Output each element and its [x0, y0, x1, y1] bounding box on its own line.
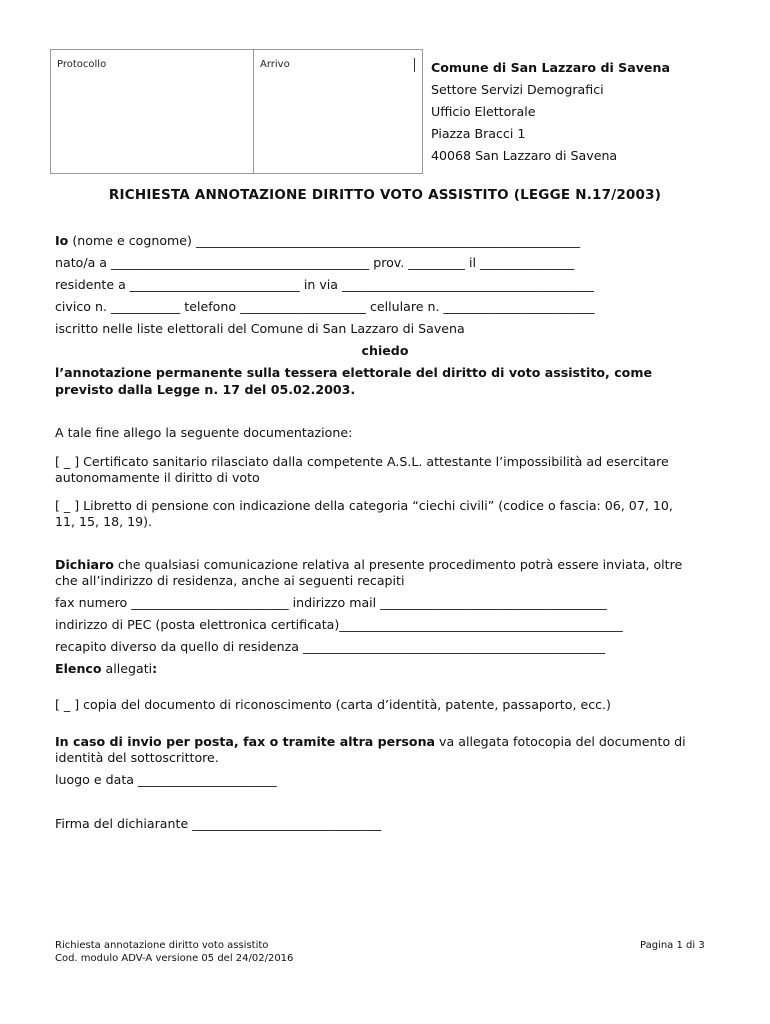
page-number: Pagina 1 di 3 — [640, 940, 705, 951]
office-unit: Ufficio Elettorale — [431, 104, 536, 119]
arrivo-box — [253, 49, 423, 174]
alt-address-line[interactable]: recapito diverso da quello di residenza ________________________________________________ — [55, 639, 606, 654]
office-sector: Settore Servizi Demografici — [431, 82, 604, 97]
electoral-list-text: iscritto nelle liste elettorali del Comune di San Lazzaro di Savena — [55, 321, 465, 336]
birth-line[interactable]: nato/a a _________________________________________ prov. _________ il _______________ — [55, 255, 575, 270]
arrivo-label: Arrivo — [260, 59, 290, 70]
name-line — [55, 233, 580, 248]
dichiaro-line-2: che all’indirizzo di residenza, anche ai seguenti recapiti — [55, 573, 405, 588]
signature-line[interactable]: Firma del dichiarante ______________________________ — [55, 816, 382, 831]
contact-line[interactable]: civico n. ___________ telefono ____________________ cellulare n. ________________________ — [55, 299, 595, 314]
io-label: Io — [55, 233, 69, 248]
residence-line[interactable]: residente a ___________________________ in via ________________________________________ — [55, 277, 594, 292]
elenco-rest: allegati — [101, 661, 153, 676]
dichiaro-line-1 — [55, 557, 682, 572]
document-title: RICHIESTA ANNOTAZIONE DIRITTO VOTO ASSISTITO (LEGGE N.17/2003) — [108, 187, 662, 203]
invio-label: In caso di invio per posta, fax o tramite altra persona — [55, 734, 436, 749]
name-field[interactable]: (nome e cognome) _____________________________________________________________ — [68, 233, 581, 248]
pension-checkbox[interactable]: [ _ ] Libretto di pensione con indicazione della categoria “ciechi civili” (codice o fascia: 06, 07, 10, — [55, 498, 673, 513]
request-line-1: l’annotazione permanente sulla tessera elettorale del diritto di voto assistito, come — [55, 365, 652, 380]
footer-doc-name: Richiesta annotazione diritto voto assistito — [55, 940, 269, 951]
fax-email-line[interactable]: fax numero _________________________ indirizzo mail ____________________________________ — [55, 595, 607, 610]
protocollo-box — [50, 49, 254, 174]
pension-text: 11, 15, 18, 19). — [55, 514, 153, 529]
office-name: Comune di San Lazzaro di Savena — [431, 60, 670, 75]
certificate-checkbox[interactable]: [ _ ] Certificato sanitario rilasciato dalla competente A.S.L. attestante l’impossibilità ad esercitare — [55, 454, 669, 469]
footer-form-code: Cod. modulo ADV-A versione 05 del 24/02/2016 — [55, 953, 294, 964]
elenco-label: Elenco — [55, 661, 102, 676]
dichiaro-text: che qualsiasi comunicazione relativa al presente procedimento potrà essere inviata, oltre — [113, 557, 683, 572]
protocollo-label: Protocollo — [57, 59, 107, 70]
office-street: Piazza Bracci 1 — [431, 126, 526, 141]
invio-line-2: identità del sottoscrittore. — [55, 750, 219, 765]
dichiaro-label: Dichiaro — [55, 557, 114, 572]
elenco-heading — [55, 661, 157, 676]
invio-line-1 — [55, 734, 686, 749]
request-line-2: previsto dalla Legge n. 17 del 05.02.2003. — [55, 382, 356, 397]
elenco-colon: : — [152, 661, 158, 676]
place-date-line[interactable]: luogo e data ______________________ — [55, 772, 277, 787]
invio-text: va allegata fotocopia del documento di — [435, 734, 686, 749]
docs-intro: A tale fine allego la seguente documentazione: — [55, 425, 353, 440]
id-copy-checkbox[interactable]: [ _ ] copia del documento di riconoscimento (carta d’identità, patente, passaporto, ecc.) — [55, 697, 611, 712]
office-city: 40068 San Lazzaro di Savena — [431, 148, 618, 163]
chiedo-heading: chiedo — [361, 343, 409, 358]
text-cursor — [414, 58, 415, 72]
pec-line[interactable]: indirizzo di PEC (posta elettronica certificata)_____________________________________________ — [55, 617, 623, 632]
certificate-text: autonomamente il diritto di voto — [55, 470, 260, 485]
